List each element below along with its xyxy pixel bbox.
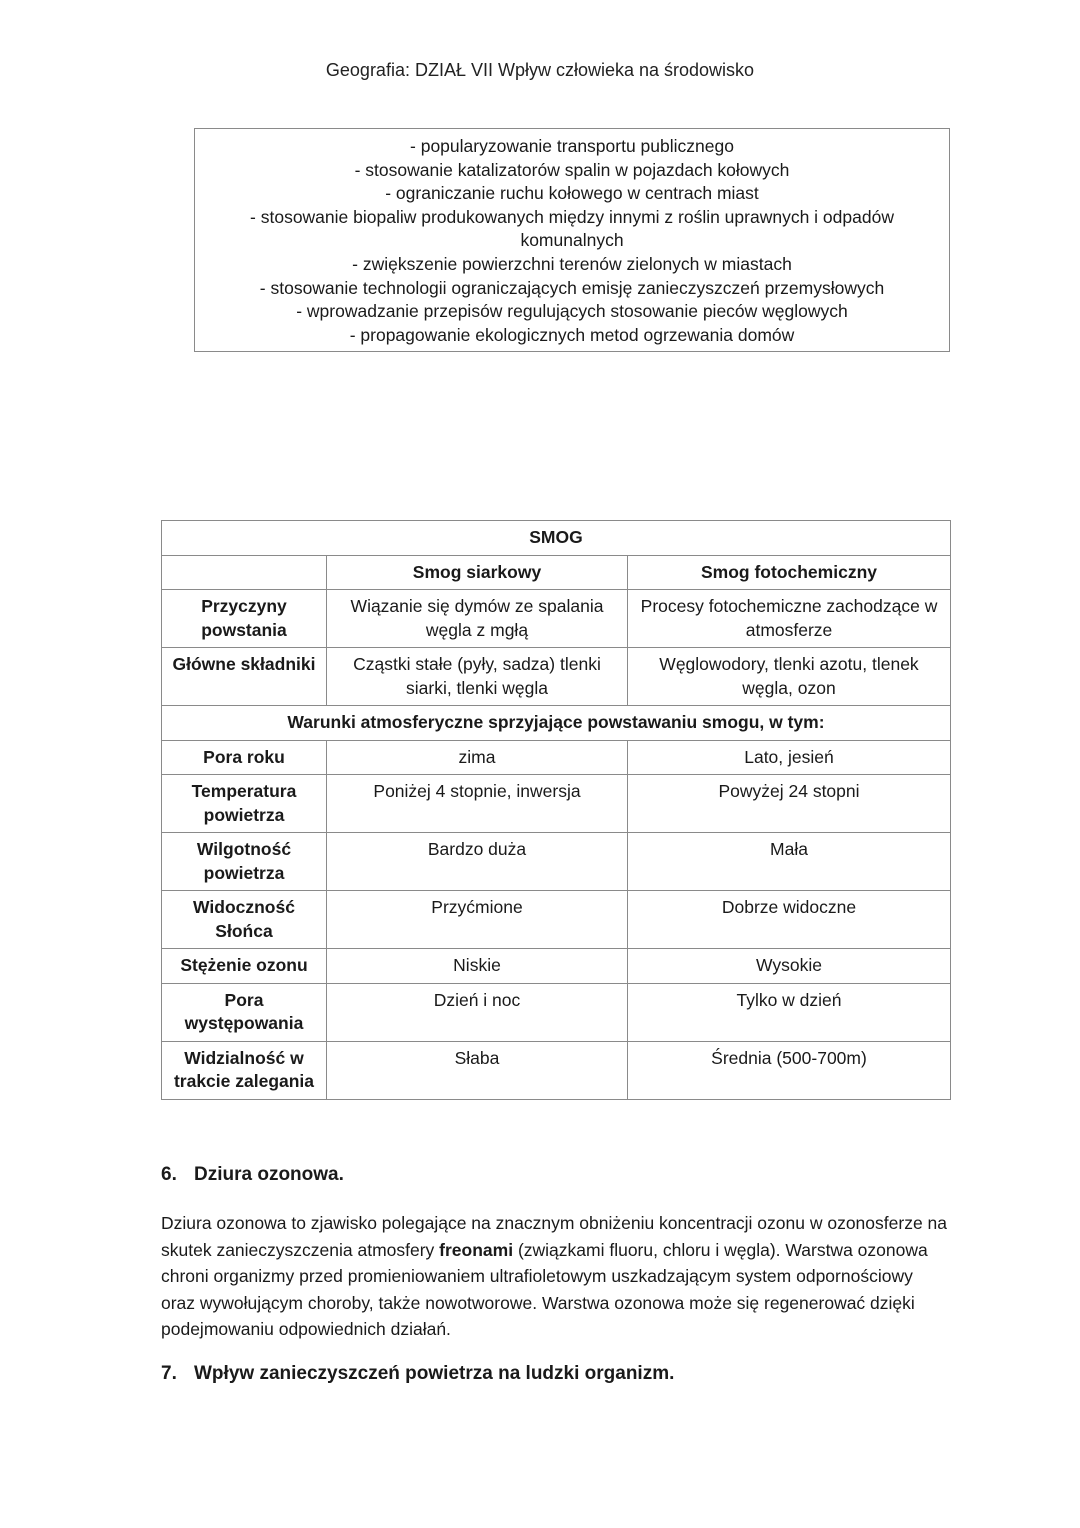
section-6-paragraph: [161, 1210, 951, 1343]
paragraph-text: Dziura ozonowa to zjawisko polegające na znacznym obniżeniu koncentracji ozonu w ozonosferze na skutek zanieczyszczenia atmosfery: [161, 1213, 948, 1260]
table-row: [162, 891, 951, 949]
measure-item: - stosowanie katalizatorów spalin w pojazdach kołowych: [354, 159, 790, 180]
section-title: Wpływ zanieczyszczeń powietrza na ludzki organizm.: [194, 1363, 675, 1384]
table-row: [162, 521, 951, 556]
column-header-photochemical: Smog fotochemiczny: [628, 555, 951, 590]
table-cell: Powyżej 24 stopni: [628, 775, 951, 833]
row-label: Widzialność w trakcie zalegania: [162, 1041, 327, 1099]
table-row: [162, 648, 951, 706]
section-number: 6.: [161, 1164, 177, 1185]
table-row: [162, 706, 951, 741]
measure-item: - propagowanie ekologicznych metod ogrzewania domów: [349, 324, 795, 345]
paragraph-text: (związkami fluoru, chloru i węgla). Warstwa ozonowa chroni organizmy przed promieniowaniem ultrafioletowym uszkadzającym system odpornościowy oraz wywołującym choroby, także nowotworowe. Warstwa ozonowa może się regenerować dzięki podejmowaniu odpowiednich działań.: [161, 1239, 928, 1339]
table-row: [162, 949, 951, 984]
table-cell: Średnia (500-700m): [628, 1041, 951, 1099]
row-label: Główne składniki: [162, 648, 327, 706]
section-6-heading: [161, 1164, 344, 1186]
column-header-sulfur: Smog siarkowy: [327, 555, 628, 590]
table-row: [162, 983, 951, 1041]
table-cell-empty: [162, 555, 327, 590]
table-row: [162, 833, 951, 891]
row-label: Pora roku: [162, 740, 327, 775]
table-cell: zima: [327, 740, 628, 775]
row-label: Przyczyny powstania: [162, 590, 327, 648]
section-number: 7.: [161, 1363, 177, 1384]
row-label: Pora występowania: [162, 983, 327, 1041]
table-cell: Węglowodory, tlenki azotu, tlenek węgla, ozon: [628, 648, 951, 706]
table-cell: Poniżej 4 stopnie, inwersja: [327, 775, 628, 833]
table-cell: Słaba: [327, 1041, 628, 1099]
table-cell: Wiązanie się dymów ze spalania węgla z mgłą: [327, 590, 628, 648]
table-cell: Dobrze widoczne: [628, 891, 951, 949]
measure-item: - stosowanie technologii ograniczających emisję zanieczyszczeń przemysłowych: [259, 277, 885, 298]
table-row: [162, 590, 951, 648]
table-cell: Wysokie: [628, 949, 951, 984]
table-subheader: Warunki atmosferyczne sprzyjające powstawaniu smogu, w tym:: [162, 706, 951, 741]
section-7-heading: [161, 1363, 674, 1385]
table-row: [162, 555, 951, 590]
measure-item: - wprowadzanie przepisów regulujących stosowanie pieców węglowych: [296, 301, 848, 322]
measure-item: - popularyzowanie transportu publicznego: [410, 136, 734, 156]
row-label: Temperatura powietrza: [162, 775, 327, 833]
measures-box: [194, 128, 950, 352]
table-cell: Przyćmione: [327, 891, 628, 949]
table-cell: Bardzo duża: [327, 833, 628, 891]
smog-table: [161, 520, 951, 1100]
table-row: [162, 775, 951, 833]
row-label: Wilgotność powietrza: [162, 833, 327, 891]
table-cell: Lato, jesień: [628, 740, 951, 775]
table-cell: Cząstki stałe (pyły, sadza) tlenki siarki, tlenki węgla: [327, 648, 628, 706]
page-header: Geografia: DZIAŁ VII Wpływ człowieka na środowisko: [325, 60, 755, 80]
row-label: Stężenie ozonu: [162, 949, 327, 984]
table-cell: Mała: [628, 833, 951, 891]
table-row: [162, 1041, 951, 1099]
table-cell: Dzień i noc: [327, 983, 628, 1041]
paragraph-bold-term: freonami: [439, 1239, 514, 1260]
table-cell: Niskie: [327, 949, 628, 984]
measure-item: - zwiększenie powierzchni terenów zielonych w miastach: [352, 253, 792, 274]
table-title: SMOG: [162, 521, 951, 556]
table-cell: Tylko w dzień: [628, 983, 951, 1041]
measure-item: komunalnych: [520, 230, 624, 251]
measure-item: - ograniczanie ruchu kołowego w centrach miast: [385, 183, 759, 204]
table-row: [162, 740, 951, 775]
table-cell: Procesy fotochemiczne zachodzące w atmosferze: [628, 590, 951, 648]
row-label: Widoczność Słońca: [162, 891, 327, 949]
section-title: Dziura ozonowa.: [194, 1164, 344, 1185]
measure-item: - stosowanie biopaliw produkowanych między innymi z roślin uprawnych i odpadów: [250, 206, 894, 227]
